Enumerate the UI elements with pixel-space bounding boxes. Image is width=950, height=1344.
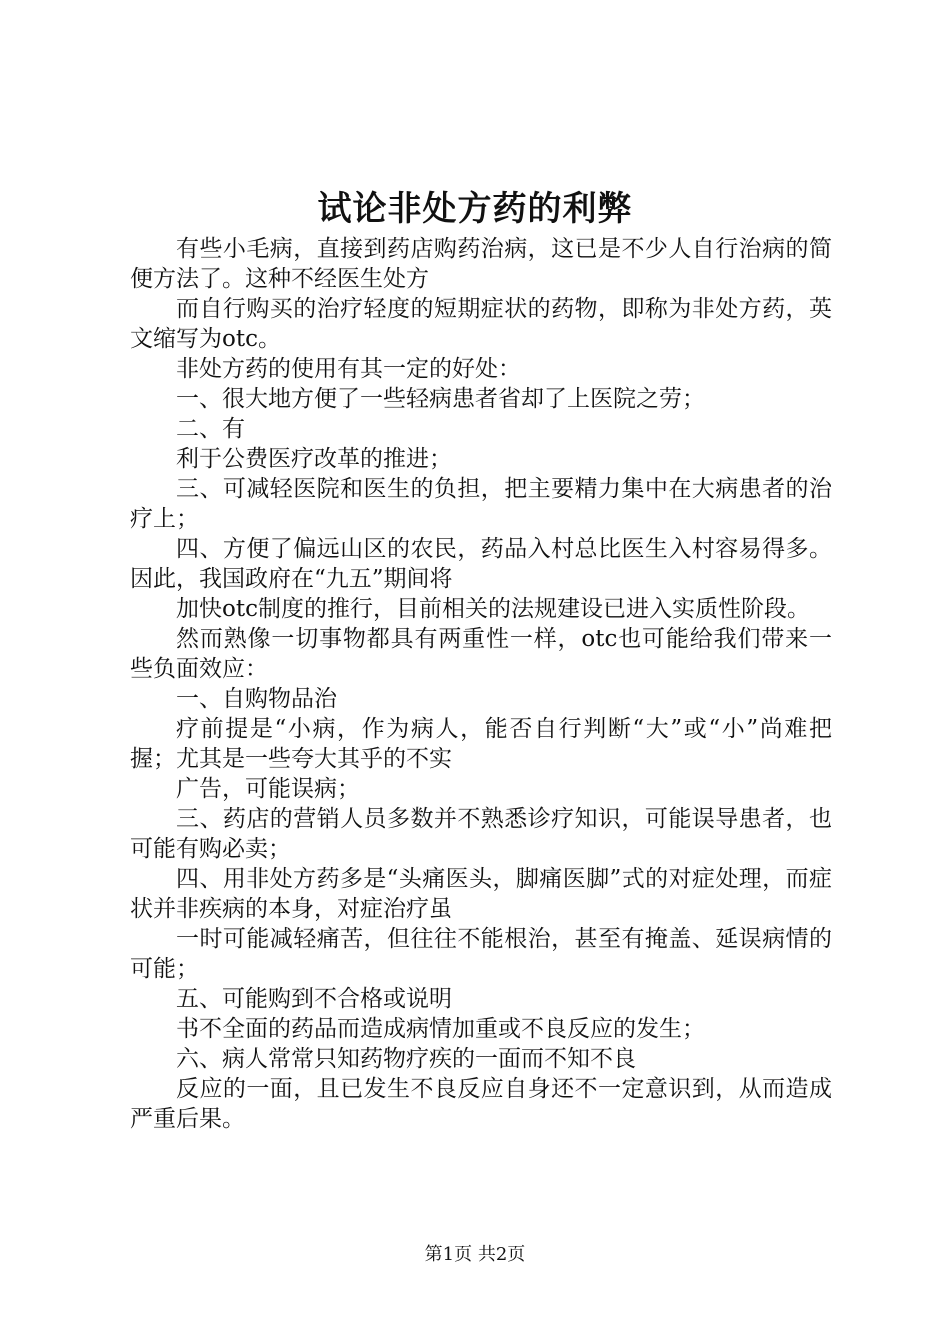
paragraph: 书不全面的药品而造成病情加重或不良反应的发生； [176, 1016, 705, 1042]
paragraph: 四、用非处方药多是“头痛医头，脚痛医脚”式的对症处理，而症状并非疾病的本身，对症治疗虽 [130, 866, 832, 922]
paragraph: 一时可能减轻痛苦，但往往不能根治，甚至有掩盖、延误病情的可能； [130, 926, 832, 982]
document-title: 试论非处方药的利弊 [317, 189, 633, 229]
paragraph: 而自行购买的治疗轻度的短期症状的药物，即称为非处方药，英文缩写为otc。 [130, 296, 832, 352]
paragraph: 然而熟像一切事物都具有两重性一样，otc也可能给我们带来一些负面效应： [130, 626, 832, 682]
paragraph: 六、病人常常只知药物疗疾的一面而不知不良 [176, 1046, 636, 1072]
document-body [130, 234, 832, 1134]
paragraph: 广告，可能误病； [176, 776, 360, 802]
paragraph: 二、有 [176, 416, 245, 442]
paragraph: 有些小毛病，直接到药店购药治病，这已是不少人自行治病的简便方法了。这种不经医生处方 [130, 236, 832, 292]
paragraph: 三、可减轻医院和医生的负担，把主要精力集中在大病患者的治疗上； [130, 476, 832, 532]
paragraph: 利于公费医疗改革的推进； [176, 446, 452, 472]
paragraph: 疗前提是“小病，作为病人，能否自行判断“大”或“小”尚难把握；尤其是一些夸大其乎的不实 [130, 716, 832, 772]
paragraph: 加快otc制度的推行，目前相关的法规建设已进入实质性阶段。 [176, 596, 810, 622]
paragraph: 一、很大地方便了一些轻病患者省却了上医院之劳； [176, 386, 705, 412]
paragraph: 五、可能购到不合格或说明 [176, 986, 452, 1012]
paragraph: 四、方便了偏远山区的农民，药品入村总比医生入村容易得多。因此，我国政府在“九五”期间将 [130, 536, 832, 592]
paragraph: 一、自购物品治 [176, 686, 337, 712]
paragraph: 三、药店的营销人员多数并不熟悉诊疗知识，可能误导患者，也可能有购必卖； [130, 806, 832, 862]
paragraph: 反应的一面，且已发生不良反应自身还不一定意识到，从而造成严重后果。 [130, 1076, 832, 1132]
page-number: 第1页 共2页 [424, 1244, 526, 1265]
paragraph: 非处方药的使用有其一定的好处： [176, 356, 521, 382]
